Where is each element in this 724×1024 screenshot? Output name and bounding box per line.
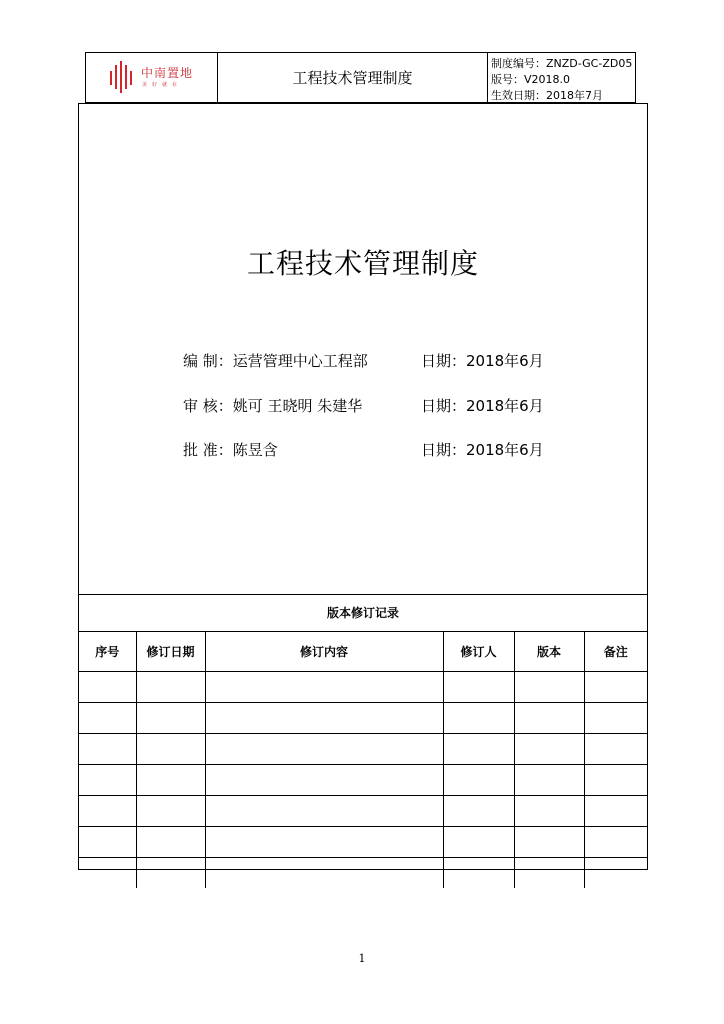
signoff-compiled xyxy=(183,350,544,371)
signoff-approved xyxy=(183,439,544,460)
table-cell xyxy=(205,796,443,827)
table-cell xyxy=(79,858,136,889)
table-row xyxy=(79,858,647,889)
table-cell xyxy=(514,796,584,827)
column-header: 修订内容 xyxy=(205,632,443,672)
table-cell xyxy=(79,765,136,796)
table-cell xyxy=(584,796,647,827)
table-cell xyxy=(136,734,205,765)
table-cell xyxy=(443,765,514,796)
table-cell xyxy=(79,703,136,734)
effective-date: 生效日期：2018年7月 xyxy=(491,89,603,102)
table-cell xyxy=(79,796,136,827)
table-cell xyxy=(584,858,647,889)
table-cell xyxy=(136,672,205,703)
table-cell xyxy=(205,827,443,858)
column-header: 版本 xyxy=(514,632,584,672)
logo-slogan: 美好就在 xyxy=(142,82,183,88)
table-cell xyxy=(584,734,647,765)
table-cell xyxy=(584,827,647,858)
signoff-role: 批 准：陈昱含 xyxy=(183,441,278,459)
table-cell xyxy=(136,765,205,796)
table-cell xyxy=(205,734,443,765)
column-header: 修订人 xyxy=(443,632,514,672)
table-cell xyxy=(443,734,514,765)
table-cell xyxy=(136,858,205,889)
page-number: 1 xyxy=(358,952,366,965)
revision-table xyxy=(79,631,647,888)
document-title: 工程技术管理制度 xyxy=(246,247,479,280)
table-cell xyxy=(584,765,647,796)
table-cell xyxy=(514,858,584,889)
cover-frame xyxy=(78,103,648,870)
revision-header-row xyxy=(79,632,647,672)
table-cell xyxy=(443,796,514,827)
signoff-date: 日期：2018年6月 xyxy=(421,441,544,459)
column-header: 备注 xyxy=(584,632,647,672)
table-cell xyxy=(514,765,584,796)
table-row xyxy=(79,827,647,858)
table-cell xyxy=(514,827,584,858)
table-cell xyxy=(205,672,443,703)
company-logo xyxy=(86,53,218,102)
table-row xyxy=(79,796,647,827)
table-cell xyxy=(205,703,443,734)
table-cell xyxy=(443,827,514,858)
table-cell xyxy=(205,858,443,889)
signoff-reviewed xyxy=(183,395,544,416)
header-title: 工程技术管理制度 xyxy=(218,53,488,102)
header-meta xyxy=(488,53,635,102)
signoff-date: 日期：2018年6月 xyxy=(421,397,544,415)
table-cell xyxy=(514,734,584,765)
doc-number: 制度编号：ZNZD-GC-ZD05 xyxy=(491,57,633,70)
table-cell xyxy=(136,827,205,858)
table-row xyxy=(79,734,647,765)
table-row xyxy=(79,672,647,703)
column-header: 序号 xyxy=(79,632,136,672)
table-cell xyxy=(443,672,514,703)
table-cell xyxy=(79,672,136,703)
table-cell xyxy=(584,703,647,734)
table-cell xyxy=(79,827,136,858)
signoff-role: 编 制：运营管理中心工程部 xyxy=(183,352,368,370)
table-cell xyxy=(205,765,443,796)
table-cell xyxy=(136,703,205,734)
table-row xyxy=(79,765,647,796)
version-number: 版号：V2018.0 xyxy=(491,73,571,86)
logo-brand-text: 中南置地 xyxy=(141,66,194,80)
logo-mark xyxy=(110,61,134,93)
revision-record-title: 版本修订记录 xyxy=(79,594,647,632)
signoff-date: 日期：2018年6月 xyxy=(421,352,544,370)
signoff-role: 审 核：姚可 王晓明 朱建华 xyxy=(183,397,363,415)
table-cell xyxy=(584,672,647,703)
table-cell xyxy=(514,672,584,703)
table-cell xyxy=(79,734,136,765)
table-cell xyxy=(443,858,514,889)
table-cell xyxy=(514,703,584,734)
table-cell xyxy=(443,703,514,734)
column-header: 修订日期 xyxy=(136,632,205,672)
table-row xyxy=(79,703,647,734)
table-cell xyxy=(136,796,205,827)
document-header xyxy=(85,52,636,103)
